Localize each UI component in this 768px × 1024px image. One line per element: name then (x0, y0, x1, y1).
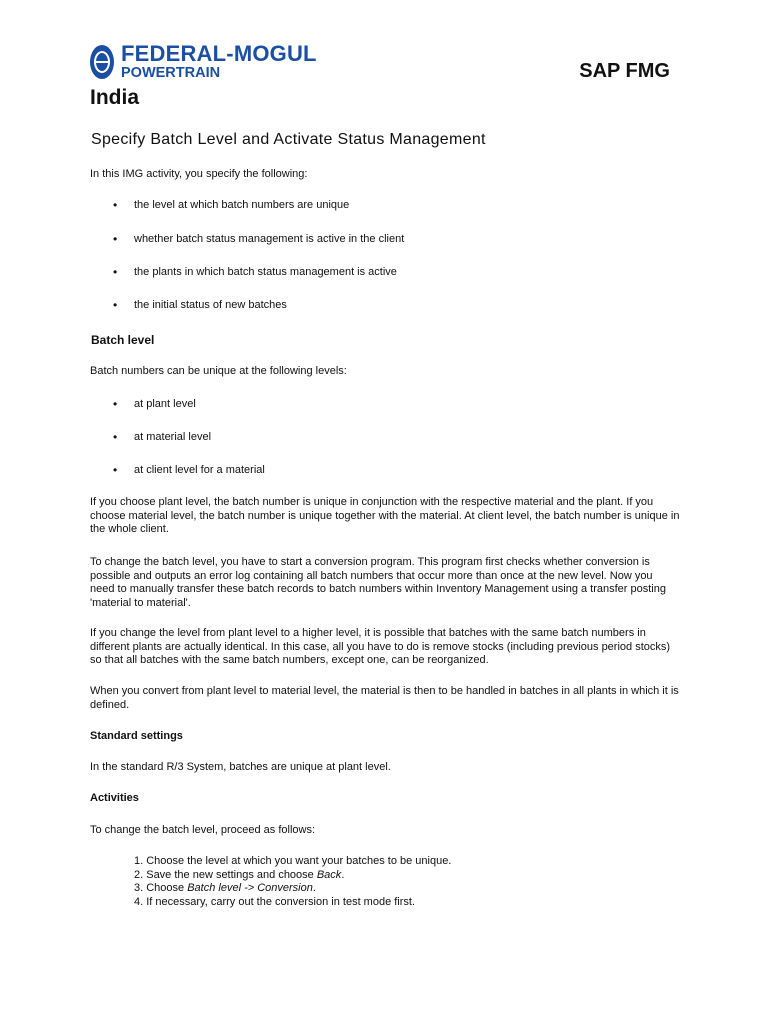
document-title: Specify Batch Level and Activate Status Management (91, 131, 486, 148)
list-item-text: at plant level (134, 398, 196, 410)
step-2-end: . (341, 868, 345, 881)
list-item-text: at material level (134, 431, 212, 443)
batch-level-paragraph-3: If you change the level from plant level to a higher level, it is possible that batches with the same batch numbers in different plants are actually identical. In this case, all you have to do is remove stocks (including previous period stocks) so that all batches with the same batch numbers, except one, can be reorganized. (90, 627, 671, 666)
logo-text-line1: FEDERAL-MOGUL (121, 41, 317, 66)
batch-level-paragraph-1: If you choose plant level, the batch number is unique in conjunction with the respective material and the plant. If you choose material level, the batch number is unique together with the material. At client level, the batch number is unique in the whole client. (90, 496, 680, 535)
header-sap-label: SAP FMG (579, 60, 670, 82)
bullet-icon: • (113, 397, 118, 411)
header-country: India (90, 86, 140, 109)
step-1: 1. Choose the level at which you want your batches to be unique. (134, 855, 452, 867)
step-4: 4. If necessary, carry out the conversion in test mode first. (134, 895, 416, 908)
section-heading-batch-level: Batch level (91, 333, 155, 347)
batch-level-lead: Batch numbers can be unique at the following levels: (90, 365, 347, 377)
list-item-text: the plants in which batch status management is active (134, 266, 397, 278)
list-item-text: whether batch status management is active in the client (134, 233, 405, 245)
step-2-text: 2. Save the new settings and choose (134, 868, 317, 881)
activities-lead: To change the batch level, proceed as follows: (90, 824, 316, 836)
logo-text-line2: POWERTRAIN (121, 65, 221, 81)
list-item-text: the initial status of new batches (134, 299, 287, 311)
intro-paragraph: In this IMG activity, you specify the following: (90, 168, 308, 180)
list-item-text: the level at which batch numbers are unique (134, 199, 350, 211)
step-2-emphasis: Back (316, 868, 342, 881)
bullet-icon: • (113, 463, 118, 477)
standard-settings-text: In the standard R/3 System, batches are unique at plant level. (90, 761, 391, 773)
step-3-end: . (312, 882, 316, 894)
step-2 (134, 869, 451, 883)
logo-emblem-icon (90, 45, 114, 79)
step-3-text: 3. Choose (134, 882, 188, 894)
bullet-icon: • (113, 298, 118, 312)
batch-level-paragraph-2: To change the batch level, you have to start a conversion program. This program first checks whether conversion is possible and outputs an error log containing all batch numbers that occur more than once at the new level. Now you need to manually transfer these batch records to batch numbers within Inventory Management using a transfer posting 'material to material'. (90, 556, 666, 609)
federal-mogul-logo (90, 42, 330, 82)
section-heading-standard-settings: Standard settings (90, 730, 183, 742)
step-3-emphasis: Batch level -> Conversion (187, 882, 313, 894)
bullet-icon: • (113, 265, 118, 279)
list-item-text: at client level for a material (134, 464, 265, 476)
batch-level-paragraph-4: When you convert from plant level to material level, the material is then to be handled in batches in all plants in which it is defined. (90, 685, 679, 711)
bullet-icon: • (113, 430, 118, 444)
bullet-icon: • (113, 232, 118, 246)
bullet-icon: • (113, 198, 118, 212)
activities-steps-list (134, 855, 451, 909)
section-heading-activities: Activities (90, 792, 139, 804)
step-3 (134, 882, 451, 896)
